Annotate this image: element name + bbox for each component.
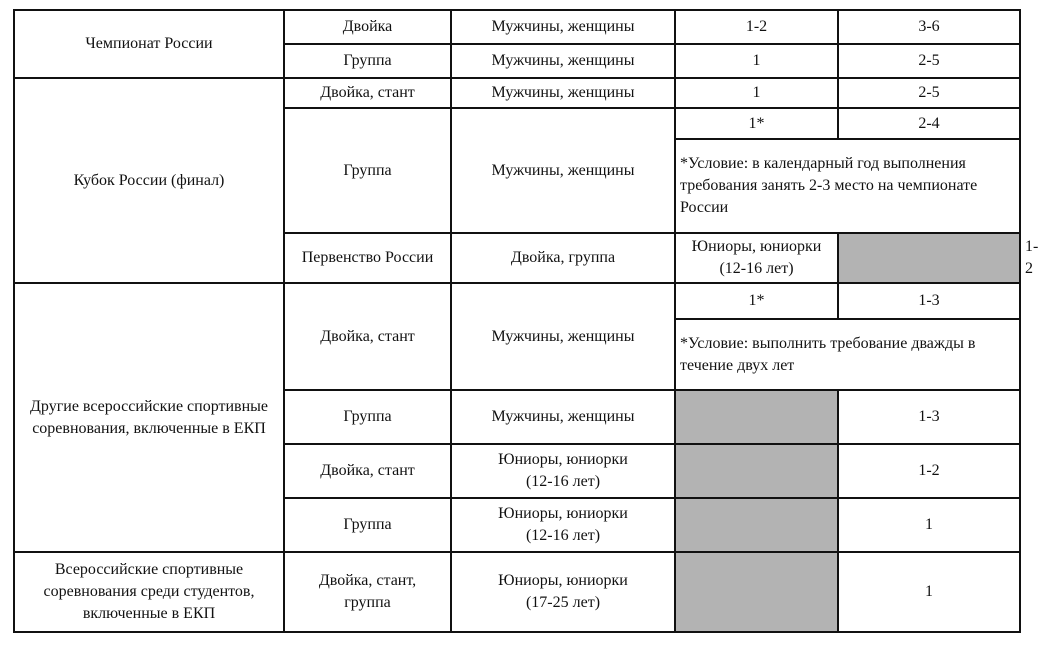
qualification-table xyxy=(13,9,1038,633)
category-cell: Группа xyxy=(284,44,451,78)
place-cell: 2-4 xyxy=(838,108,1020,139)
category-cell: Двойка, стант xyxy=(284,283,451,390)
empty-gray-cell xyxy=(675,552,838,632)
table-row xyxy=(14,10,1020,44)
place-cell: 1-3 xyxy=(838,283,1020,319)
place-cell: 1* xyxy=(675,108,838,139)
condition-note: *Условие: выполнить требование дважды в течение двух лет xyxy=(675,319,1020,390)
competition-cell: Всероссийские спортивные соревнования среди студентов, включенные в ЕКП xyxy=(14,552,284,632)
participants-cell: Мужчины, женщины xyxy=(451,108,675,233)
place-cell: 2-5 xyxy=(838,44,1020,78)
participants-cell: Мужчины, женщины xyxy=(451,390,675,444)
table-row xyxy=(14,283,1020,319)
participants-cell: Юниоры, юниорки (12-16 лет) xyxy=(675,233,838,283)
participants-cell: Мужчины, женщины xyxy=(451,283,675,390)
empty-gray-cell xyxy=(675,390,838,444)
competition-cell: Чемпионат России xyxy=(14,10,284,78)
place-cell: 2-5 xyxy=(838,78,1020,108)
category-cell: Двойка, стант xyxy=(284,78,451,108)
competition-cell: Другие всероссийские спортивные соревнования, включенные в ЕКП xyxy=(14,283,284,552)
place-cell: 1-2 xyxy=(838,444,1020,498)
empty-gray-cell xyxy=(838,233,1020,283)
category-cell: Группа xyxy=(284,498,451,552)
table-row xyxy=(14,552,1020,632)
participants-cell: Юниоры, юниорки (17-25 лет) xyxy=(451,552,675,632)
table-row xyxy=(14,78,1020,108)
place-cell: 1 xyxy=(675,44,838,78)
category-cell: Группа xyxy=(284,390,451,444)
empty-gray-cell xyxy=(675,498,838,552)
place-cell: 1 xyxy=(675,78,838,108)
category-cell: Двойка xyxy=(284,10,451,44)
participants-cell: Мужчины, женщины xyxy=(451,78,675,108)
participants-cell: Мужчины, женщины xyxy=(451,10,675,44)
category-cell: Двойка, стант, группа xyxy=(284,552,451,632)
category-cell: Двойка, стант xyxy=(284,444,451,498)
table-row: Первенство России Двойка, группа Юниоры, юниорки (12-16 лет) 1-2 xyxy=(14,233,1020,283)
competition-cell: Кубок России (финал) xyxy=(14,78,284,283)
place-cell: 1-3 xyxy=(838,390,1020,444)
place-cell: 3-6 xyxy=(838,10,1020,44)
condition-note: *Условие: в календарный год выполнения требования занять 2-3 место на чемпионате России xyxy=(675,139,1020,233)
place-cell: 1 xyxy=(838,498,1020,552)
category-cell: Группа xyxy=(284,108,451,233)
category-cell: Двойка, группа xyxy=(451,233,675,283)
participants-cell: Юниоры, юниорки (12-16 лет) xyxy=(451,498,675,552)
place-cell: 1-2 xyxy=(675,10,838,44)
participants-cell: Юниоры, юниорки (12-16 лет) xyxy=(451,444,675,498)
place-cell: 1* xyxy=(675,283,838,319)
competition-cell: Первенство России xyxy=(284,233,451,283)
participants-cell: Мужчины, женщины xyxy=(451,44,675,78)
place-cell: 1 xyxy=(838,552,1020,632)
empty-gray-cell xyxy=(675,444,838,498)
